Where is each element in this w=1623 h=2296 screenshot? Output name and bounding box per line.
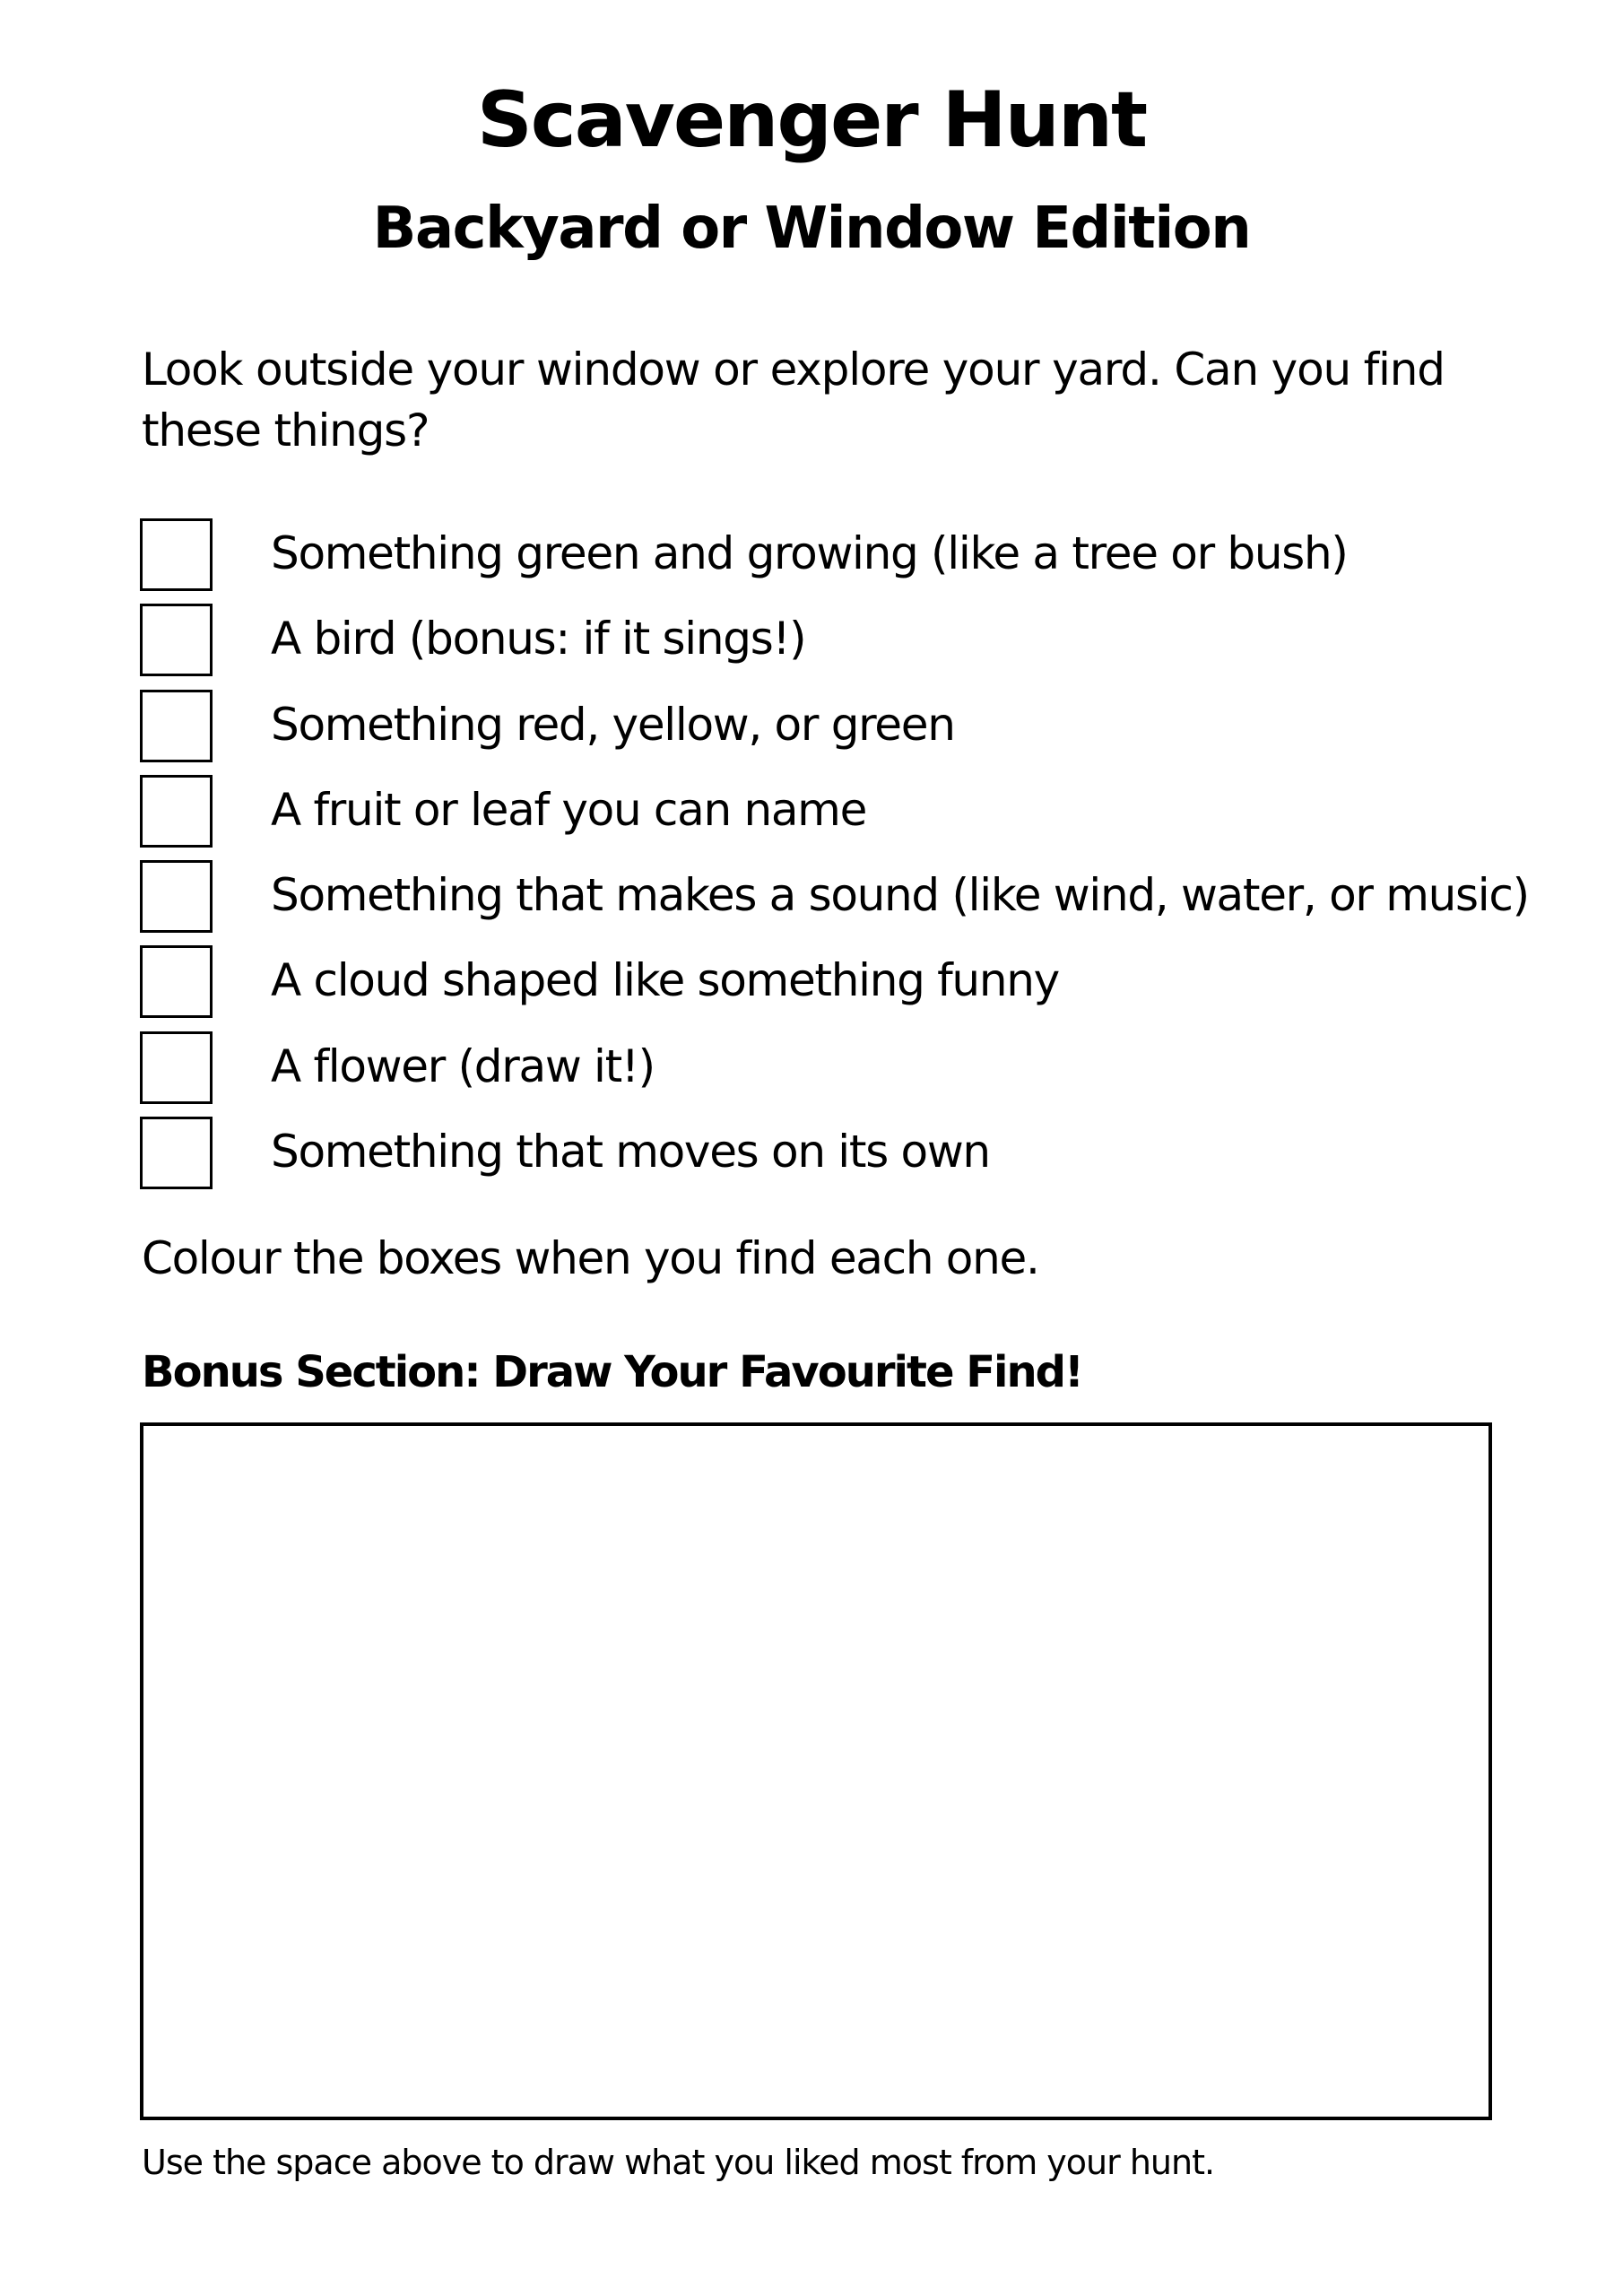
checklist-item: [140, 690, 1539, 775]
checklist-item-label: A cloud shaped like something funny: [271, 954, 1059, 1007]
checkbox[interactable]: [140, 690, 213, 762]
checklist-item-label: A bird (bonus: if it sings!): [271, 613, 806, 665]
drawing-caption: Use the space above to draw what you liked most from your hunt.: [142, 2143, 1215, 2182]
checklist-item: [140, 1031, 1539, 1117]
checklist-item: [140, 1117, 1539, 1202]
checklist-item: [140, 518, 1539, 604]
checkbox[interactable]: [140, 518, 213, 591]
checkbox[interactable]: [140, 775, 213, 848]
checkbox[interactable]: [140, 860, 213, 933]
checkbox[interactable]: [140, 1031, 213, 1104]
checklist-item-label: Something green and growing (like a tree or bush): [271, 527, 1348, 579]
checklist-item-label: A flower (draw it!): [271, 1039, 655, 1092]
colour-instruction: Colour the boxes when you find each one.: [142, 1232, 1039, 1284]
checklist-item-label: Something that makes a sound (like wind, water, or music): [271, 869, 1529, 922]
page-title: Scavenger Hunt: [476, 75, 1147, 165]
checklist-item-label: Something that moves on its own: [271, 1126, 990, 1178]
checklist-item: [140, 775, 1539, 860]
intro-text: Look outside your window or explore your yard. Can you find these things?: [142, 344, 1445, 457]
bonus-section-heading: Bonus Section: Draw Your Favourite Find!: [142, 1347, 1082, 1397]
page-subtitle: Backyard or Window Edition: [372, 196, 1251, 262]
checklist-item-label: Something red, yellow, or green: [271, 698, 955, 751]
checklist-item: [140, 945, 1539, 1031]
checklist-item-label: A fruit or leaf you can name: [271, 783, 867, 836]
checklist-item: [140, 860, 1539, 945]
checkbox[interactable]: [140, 604, 213, 676]
checkbox[interactable]: [140, 945, 213, 1018]
scavenger-checklist: [140, 518, 1539, 1202]
drawing-area[interactable]: [140, 1422, 1492, 2120]
checklist-item: [140, 604, 1539, 689]
checkbox[interactable]: [140, 1117, 213, 1189]
